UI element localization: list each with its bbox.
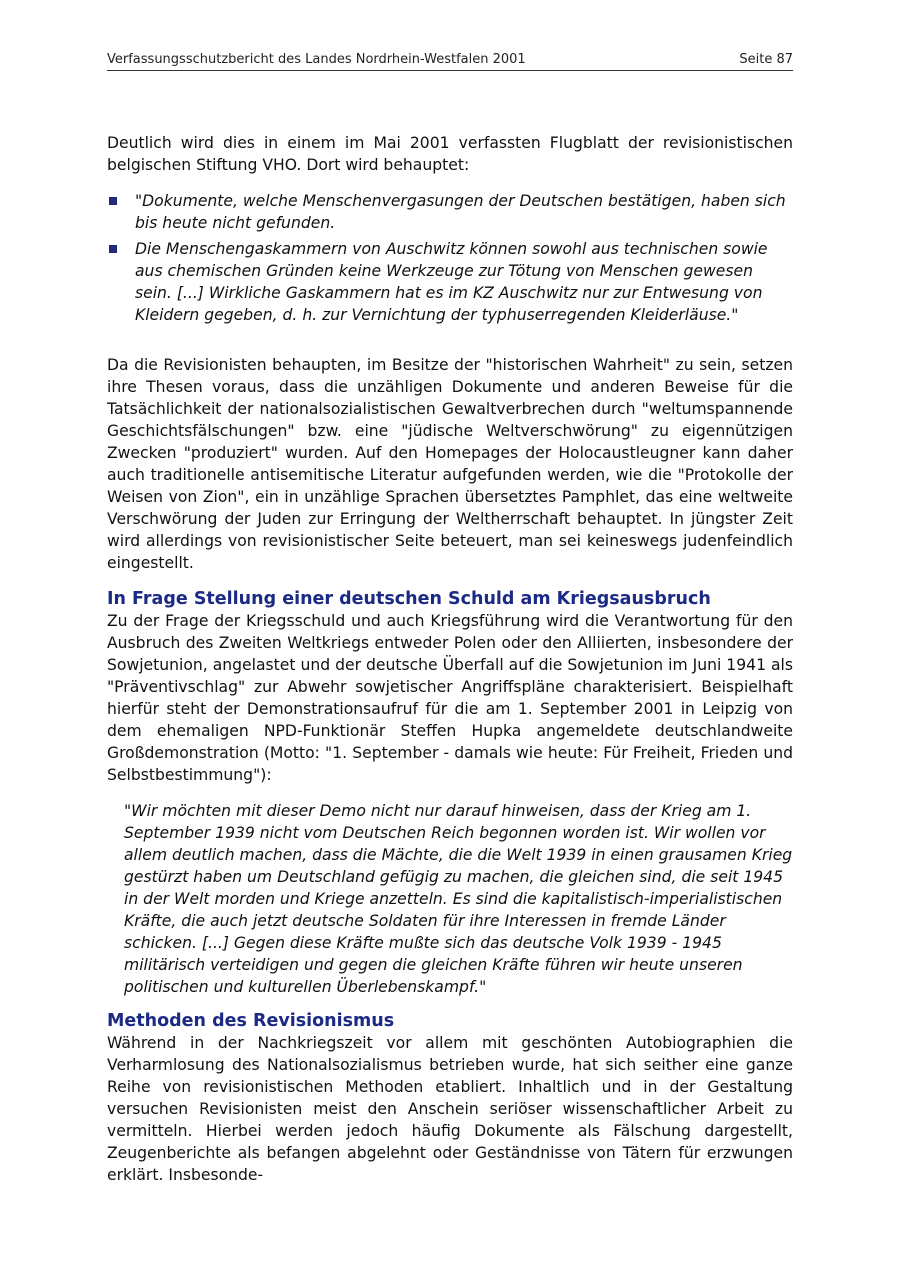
body-paragraph: Während in der Nachkriegszeit vor allem mit geschönten Autobiographien die Verharmlosung des Nationalsozialismus betrieben wurde, hat sich seither eine ganze Reihe von revisionistischen Methoden etabliert. Inhaltlich und in der Gestaltung versuchen Revisionisten meist den Anschein seriöser wissenschaftlicher Arbeit zu vermitteln. Hierbei werden jedoch häufig Dokumente als Fälschung dargestellt, Zeugenberichte als befangen abgelehnt oder Geständnisse von Tätern für erzwungen erklärt. Insbesonde-	[107, 1034, 793, 1184]
section-heading-methods: Methoden des Revisionismus	[107, 1011, 395, 1031]
quoted-claims-list	[107, 190, 793, 326]
list-item-text: Die Menschengaskammern von Auschwitz können sowohl aus technischen sowie aus chemischen Gründen keine Werkzeuge zur Tötung von Menschen gewesen sein. [...] Wirkliche Gaskammern hat es im KZ Auschwitz nur zur Entwesung von Kleidern gegeben, d. h. zur Vernichtung der typhuserregenden Kleiderläuse."	[135, 240, 768, 324]
section-heading-war-guilt: In Frage Stellung einer deutschen Schuld am Kriegsausbruch	[107, 589, 711, 609]
page-number: Seite 87	[739, 52, 793, 67]
bullet-square-icon	[109, 245, 117, 253]
list-item	[107, 238, 793, 326]
intro-paragraph: Deutlich wird dies in einem im Mai 2001 verfassten Flugblatt der revisionistischen belgischen Stiftung VHO. Dort wird behauptet:	[107, 134, 793, 174]
page-content	[107, 132, 793, 1186]
page-header	[107, 52, 793, 71]
list-item-text: "Dokumente, welche Menschenvergasungen der Deutschen bestätigen, haben sich bis heute nicht gefunden.	[135, 192, 786, 232]
body-paragraph: Zu der Frage der Kriegsschuld und auch Kriegsführung wird die Verantwortung für den Ausbruch des Zweiten Weltkriegs entweder Polen oder den Alliierten, insbesondere der Sowjetunion, angelastet und der deutsche Überfall auf die Sowjetunion im Juni 1941 als "Präventivschlag" zur Abwehr sowjetischer Angriffspläne charakterisiert. Beispielhaft hierfür steht der Demonstrationsaufruf für die am 1. September 2001 in Leipzig von dem ehemaligen NPD-Funktionär Steffen Hupka angemeldete deutschlandweite Großdemonstration (Motto: "1. September - damals wie heute: Für Freiheit, Frieden und Selbstbestimmung"):	[107, 612, 793, 784]
header-title: Verfassungsschutzbericht des Landes Nordrhein-Westfalen 2001	[107, 52, 526, 67]
block-quote: "Wir möchten mit dieser Demo nicht nur darauf hinweisen, dass der Krieg am 1. September 1939 nicht vom Deutschen Reich begonnen worden ist. Wir wollen vor allem deutlich machen, dass die Mächte, die die Welt 1939 in einen grausamen Krieg gestürzt haben um Deutschland gefügig zu machen, die gleichen sind, die seit 1945 in der Welt morden und Kriege anzetteln. Es sind die kapitalistisch-imperialistischen Kräfte, die auch jetzt deutsche Soldaten für ihre Interessen in fremde Länder schicken. [...] Gegen diese Kräfte mußte sich das deutsche Volk 1939 - 1945 militärisch verteidigen und gegen die gleichen Kräfte führen wir heute unseren politischen und kulturellen Überlebenskampf."	[124, 802, 793, 996]
list-item	[107, 190, 793, 234]
body-paragraph: Da die Revisionisten behaupten, im Besitze der "historischen Wahrheit" zu sein, setzen ihre Thesen voraus, dass die unzähligen Dokumente und anderen Beweise für die Tatsächlichkeit der nationalsozialistischen Gewaltverbrechen durch "weltumspannende Geschichtsfälschungen" bzw. eine "jüdische Weltverschwörung" zu eigennützigen Zwecken "produziert" wurden. Auf den Homepages der Holocaustleugner kann daher auch traditionelle antisemitische Literatur aufgefunden werden, wie die "Protokolle der Weisen von Zion", ein in unzählige Sprachen übersetztes Pamphlet, das eine weltweite Verschwörung der Juden zur Erringung der Weltherrschaft behauptet. In jüngster Zeit wird allerdings von revisionistischer Seite beteuert, man sei keineswegs judenfeindlich eingestellt.	[107, 356, 793, 572]
bullet-square-icon	[109, 197, 117, 205]
